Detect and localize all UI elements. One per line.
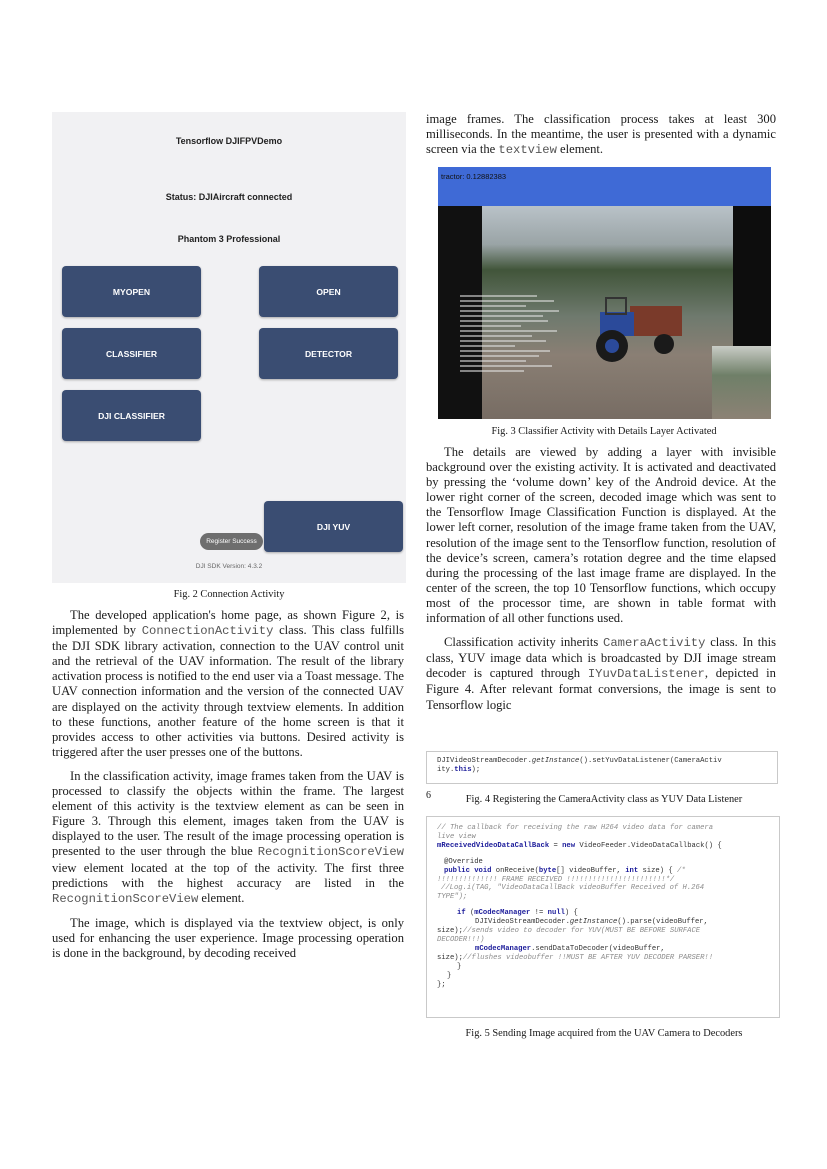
detector-button[interactable]: DETECTOR <box>259 328 398 379</box>
paragraph: The image, which is displayed via the textview object, is only used for enhancing the user experience. Image processing operation is done in the background, by decoding received <box>52 915 404 960</box>
paragraph: The details are viewed by adding a layer with invisible background over the existing activity. It is activated and deactivated by pressing the ‘volume down’ key of the Android device. At the lower right corner of the screen, decoded image which was sent to the Tensorflow Image Classification Function is displayed. At the lower left corner, resolution of the image frame taken from the UAV, resolution of the image sent to the Tensorflow function, resolution of the device’s screen, camera’s rotation degree and the time elapsed during the processing of the last image frame are displayed. In the center of the screen, the top 10 Tensorflow functions, which occupy most of the processor time, are shown in table format with information of all other functions used. <box>426 445 776 626</box>
sdk-version: DJI SDK Version: 4.3.2 <box>195 563 263 570</box>
fig4-code-block: DJIVideoStreamDecoder.getInstance().setYuvDataListener(CameraActiv ity.this); <box>426 751 778 784</box>
dji-yuv-button[interactable]: DJI YUV <box>264 501 403 552</box>
inline-code: textview <box>498 143 557 158</box>
inline-code: CameraActivity <box>603 636 706 651</box>
tractor-graphic <box>592 296 687 366</box>
score-text: tractor: 0.12882383 <box>441 172 507 181</box>
status-text: Status: DJIAircraft connected <box>165 192 293 202</box>
right-column-mid-text <box>426 445 776 713</box>
inline-code: RecognitionScoreView <box>257 845 404 860</box>
recognition-score-view <box>438 167 771 206</box>
dji-classifier-button[interactable]: DJI CLASSIFIER <box>62 390 201 441</box>
connection-activity-screenshot <box>52 112 406 583</box>
open-button[interactable]: OPEN <box>259 266 398 317</box>
fig4-caption: Fig. 4 Registering the CameraActivity class as YUV Data Listener <box>465 794 743 805</box>
inline-code: IYuvDataListener <box>587 667 705 682</box>
classifier-activity-screenshot <box>438 167 771 419</box>
fig3-caption: Fig. 3 Classifier Activity with Details Layer Activated <box>491 426 717 437</box>
fig5-caption: Fig. 5 Sending Image acquired from the UAV Camera to Decoders <box>465 1028 743 1039</box>
myopen-button[interactable]: MYOPEN <box>62 266 201 317</box>
details-overlay <box>460 292 570 414</box>
inline-code: ConnectionActivity <box>141 624 274 639</box>
fig2-caption: Fig. 2 Connection Activity <box>173 589 285 600</box>
paragraph: Classification activity inherits CameraActivity class. In this class, YUV image data which is broadcasted by DJI image stream decoder is captured through IYuvDataListener, depicted in Figure 4. After relevant format conversions, the image is sent to Tensorflow logic <box>426 635 777 712</box>
stray-mark: 6 <box>426 790 431 801</box>
model-text: Phantom 3 Professional <box>177 234 281 244</box>
right-column-top-text <box>426 112 776 158</box>
fig5-code-block: // The callback for receiving the raw H264 video data for camera live view mReceivedVideoDataCallBack = new VideoFeeder.VideoDataCallback() { @Override public void onReceive(byte[] videoBuffer, int size) { /* !!!!!!!!!!!!!! FRAME RECEIVED !!!!!!!!!!!!!!!!!!!!!!!*/ //Log.i(TAG, "VideoDataCallBack videoBuffer Received of H.264 TYPE"); if (mCodecManager != null) { DJIVideoStreamDecoder.getInstance().parse(videoBuffer, size);//sends video to decoder for YUV(MUST BE BEFORE SURFACE DECODER!!!) mCodecManager.sendDataToDecoder(videoBuffer, size);//flushes videobuffer !!MUST BE AFTER YUV DECODER PARSER!! } } }; <box>426 816 780 1018</box>
decoded-image-thumbnail <box>712 346 771 419</box>
left-column-text <box>52 608 404 961</box>
inline-code: RecognitionScoreView <box>52 891 199 906</box>
right-dark-panel <box>733 206 771 346</box>
paragraph: image frames. The classification process takes at least 300 milliseconds. In the meantime, the user is presented with a dynamic screen via the textview element. <box>426 112 776 158</box>
toast-message: Register Success <box>200 533 263 550</box>
classifier-button[interactable]: CLASSIFIER <box>62 328 201 379</box>
paragraph: In the classification activity, image frames taken from the UAV is processed to classify the objects within the frame. The largest element of this activity is the textview element as can be seen in Figure 3. Through this element, images taken from the UAV is displayed to the user. The result of the image processing operation is presented to the user through the blue RecognitionScoreView view element located at the top of the activity. The first three predictions with the highest accuracy are listed in the RecognitionScoreView element. <box>52 768 404 906</box>
paragraph: The developed application's home page, as shown Figure 2, is implemented by ConnectionActivity class. This class fulfills the DJI SDK library activation, connection to the UAV control unit and the retrieval of the UAV information. The result of the library activation process is notified to the end user via a Toast message. The UAV connection information and the version of the connected UAV are displayed on the activity through textview elements. In addition to these functions, another feature of the home screen is that it provides access to other activities via buttons. Desired activity is triggered after the user presses one of the buttons. <box>52 608 405 759</box>
app-title: Tensorflow DJIFPVDemo <box>175 136 283 146</box>
